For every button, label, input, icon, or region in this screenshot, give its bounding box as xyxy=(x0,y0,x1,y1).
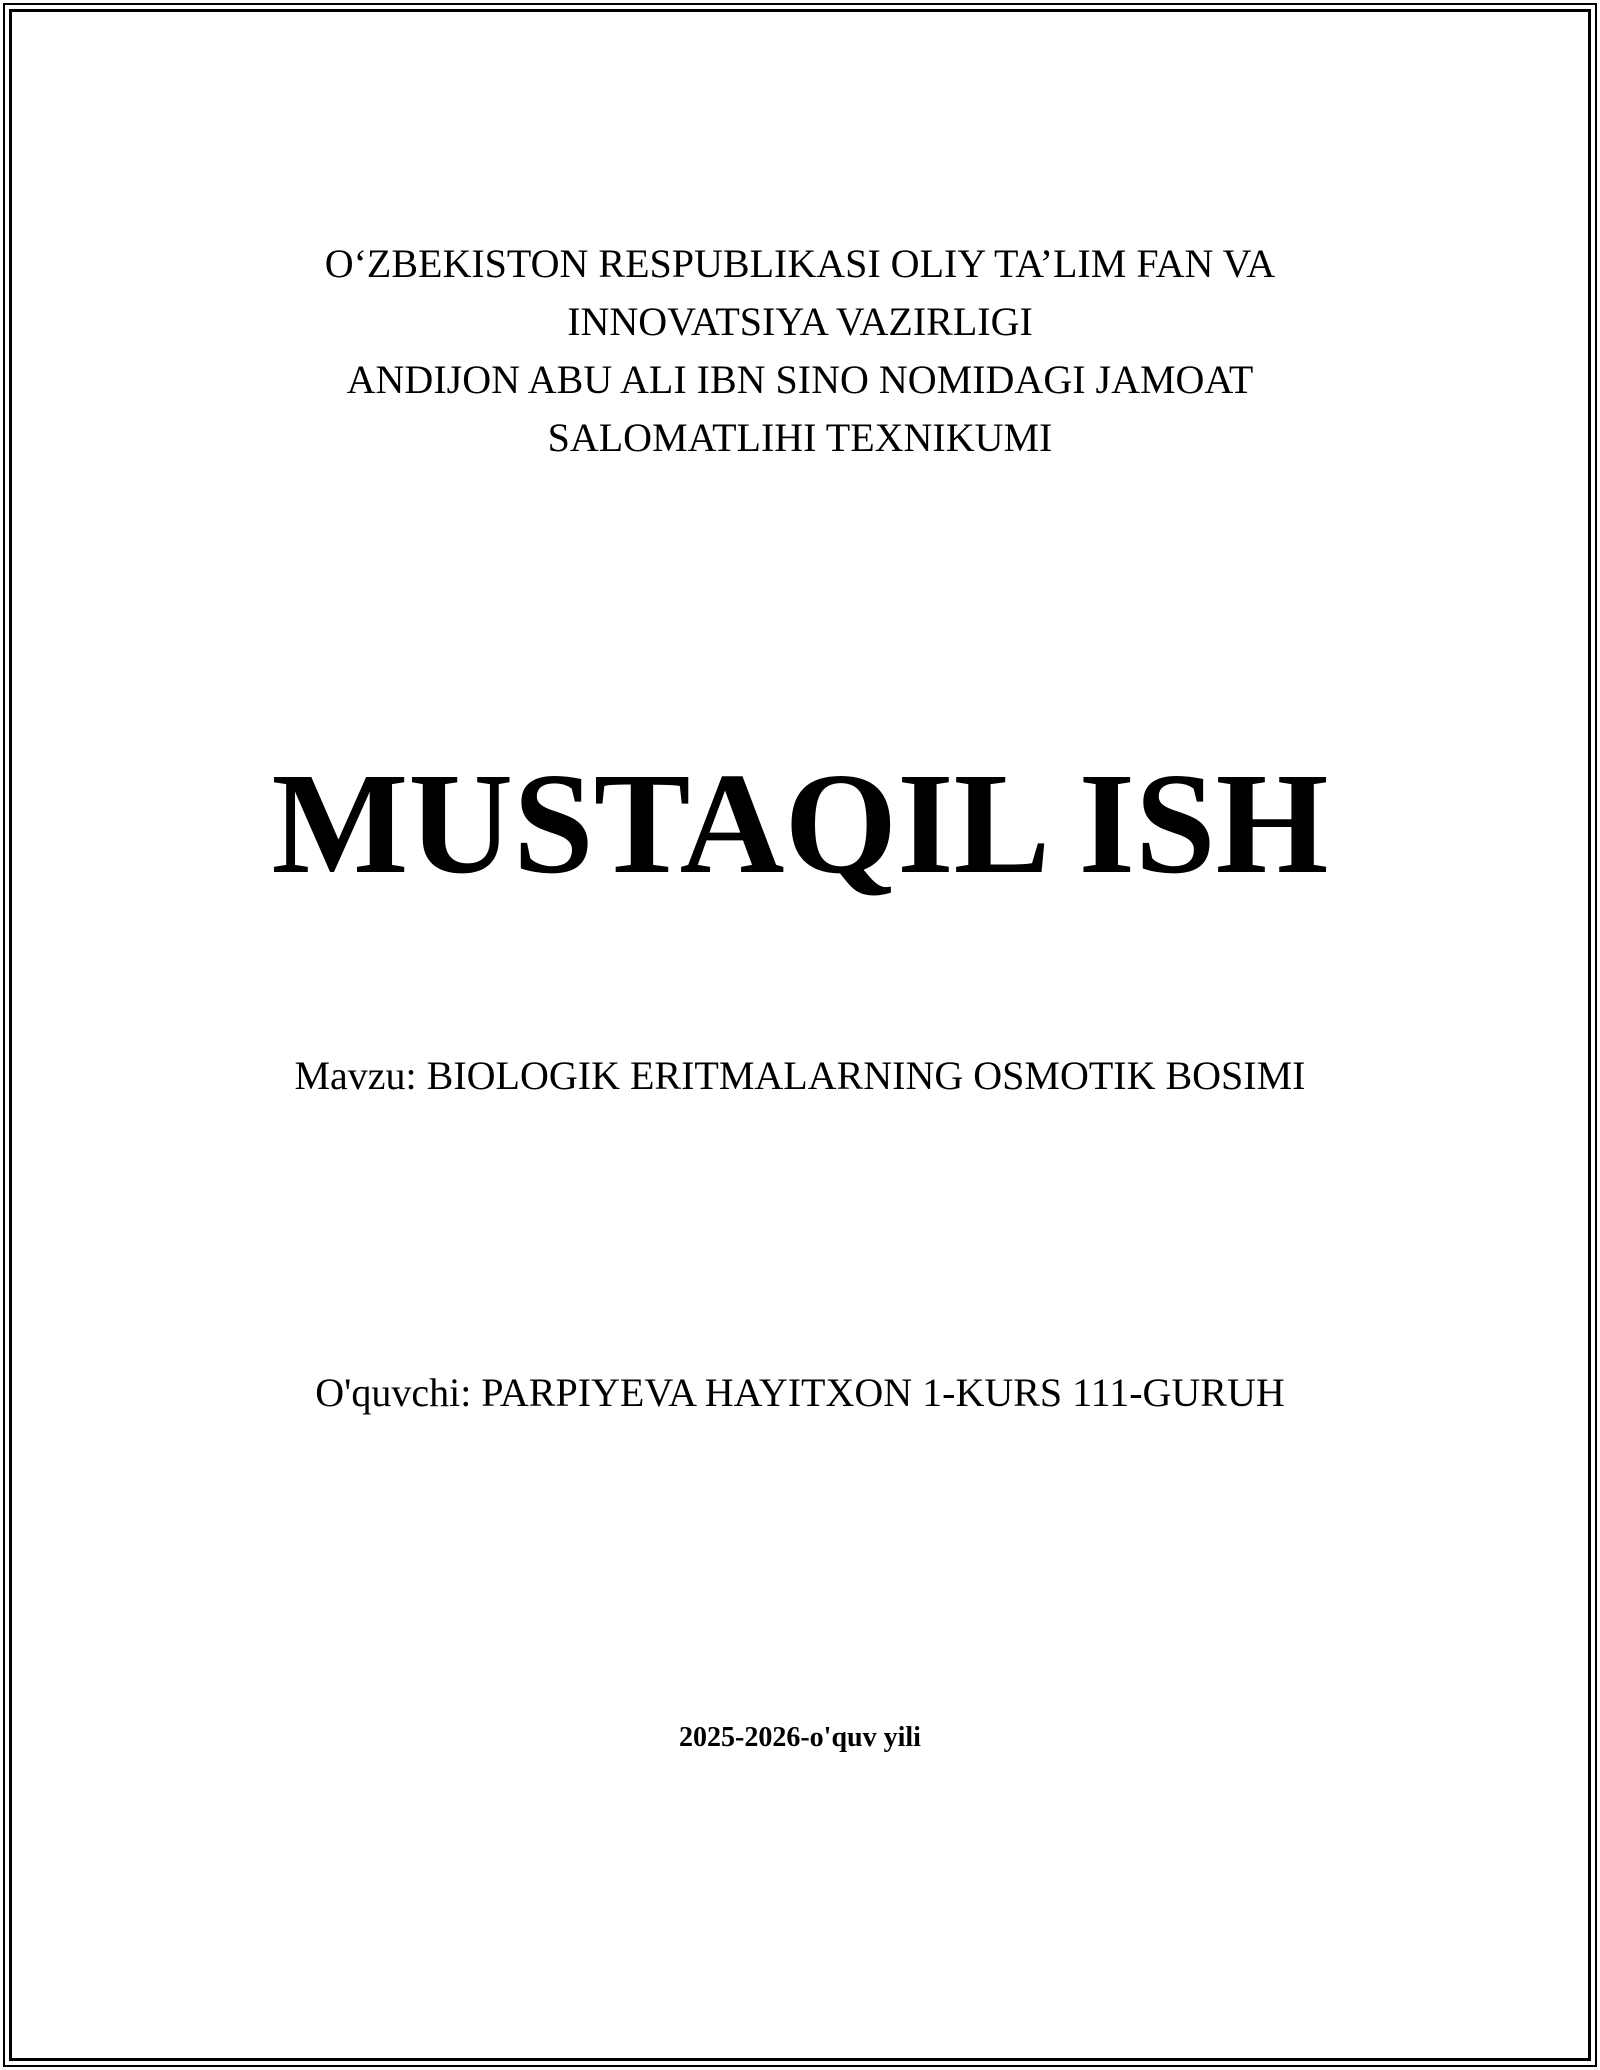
header-line-4: SALOMATLIHI TEXNIKUMI xyxy=(547,415,1053,460)
header-line-3: ANDIJON ABU ALI IBN SINO NOMIDAGI JAMOAT xyxy=(346,357,1254,402)
header-line-1: O‘ZBEKISTON RESPUBLIKASI OLIY TA’LIM FAN VA xyxy=(324,241,1276,286)
topic-line: Mavzu: BIOLOGIK ERITMALARNING OSMOTIK BOSIMI xyxy=(294,1053,1306,1098)
ministry-header xyxy=(60,235,1540,467)
student-line: O'quvchi: PARPIYEVA HAYITXON 1-KURS 111-GURUH xyxy=(315,1370,1285,1415)
document-title: MUSTAQIL ISH xyxy=(271,744,1329,904)
academic-year: 2025-2026-o'quv yili xyxy=(679,1722,921,1753)
header-line-2: INNOVATSIYA VAZIRLIGI xyxy=(567,299,1033,344)
